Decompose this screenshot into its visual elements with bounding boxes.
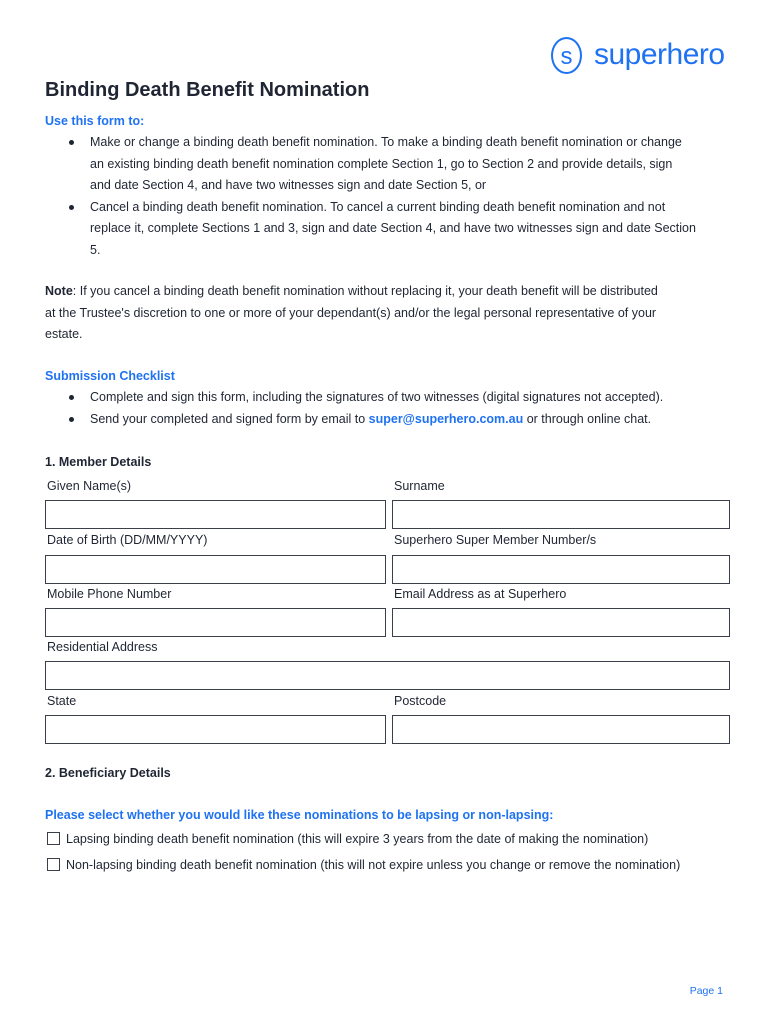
- superhero-logo: [551, 34, 725, 76]
- logo-wordmark: superhero: [594, 38, 725, 71]
- lapsing-label: Lapsing binding death benefit nomination (this will expire 3 years from the date of making the nomination): [66, 832, 649, 846]
- mobile-field[interactable]: [45, 608, 386, 637]
- list-line: and date Section 4, and have two witnesses sign and date Section 5, or: [90, 178, 487, 192]
- non-lapsing-label: Non-lapsing binding death benefit nomination (this will not expire unless you change or remove the nomination): [66, 858, 681, 872]
- surname-label: Surname: [394, 479, 445, 493]
- dob-label: Date of Birth (DD/MM/YYYY): [47, 533, 208, 547]
- list-line: Cancel a binding death benefit nomination. To cancel a current binding death benefit nomination and not: [90, 199, 666, 214]
- non-lapsing-checkbox[interactable]: [47, 858, 60, 871]
- member-number-label: Superhero Super Member Number/s: [394, 533, 597, 547]
- state-label: State: [47, 694, 77, 708]
- use-form-item-change: [45, 132, 745, 197]
- list-line: an existing binding death benefit nomination complete Section 1, go to Section 2 and provide details, sign: [90, 156, 673, 171]
- page-number: Page 1: [689, 985, 723, 997]
- checklist-heading: Submission Checklist: [45, 369, 175, 383]
- address-label: Residential Address: [47, 640, 158, 654]
- member-details-heading: 1. Member Details: [45, 455, 152, 469]
- note-line: estate.: [45, 327, 83, 341]
- email-link[interactable]: super@superhero.com.au: [368, 411, 524, 426]
- lapsing-checkbox[interactable]: [47, 832, 60, 845]
- note-label: Note: [45, 284, 73, 298]
- state-field[interactable]: [45, 715, 386, 744]
- given-names-label: Given Name(s): [47, 479, 132, 493]
- beneficiary-details-heading: 2. Beneficiary Details: [45, 766, 171, 780]
- member-number-field[interactable]: [392, 555, 730, 584]
- page-title: Binding Death Benefit Nomination: [45, 79, 370, 101]
- list-line: replace it, complete Sections 1 and 3, sign and date Section 4, and have two witnesses sign and date Section: [90, 221, 696, 235]
- checklist-text: or through online chat.: [523, 411, 652, 426]
- email-field[interactable]: [392, 608, 730, 637]
- note-line: at the Trustee's discretion to one or more of your dependant(s) and/or the legal personal representative of your: [45, 305, 657, 320]
- postcode-label: Postcode: [394, 694, 447, 708]
- use-form-list: [45, 132, 745, 261]
- non-lapsing-option[interactable]: [47, 858, 680, 872]
- address-field[interactable]: [45, 661, 730, 690]
- mobile-label: Mobile Phone Number: [47, 587, 172, 601]
- given-names-field[interactable]: [45, 500, 386, 529]
- dob-field[interactable]: [45, 555, 386, 584]
- use-form-item-cancel: [45, 197, 745, 262]
- lapsing-option[interactable]: [47, 832, 648, 846]
- use-form-heading: Use this form to:: [45, 114, 145, 128]
- checklist-list: [45, 387, 745, 430]
- surname-field[interactable]: [392, 500, 730, 529]
- checklist-item-send: [45, 409, 745, 431]
- note-paragraph: [45, 281, 745, 346]
- nomination-type-prompt: Please select whether you would like these nominations to be lapsing or non-lapsing:: [45, 808, 554, 822]
- logo-s-icon: s: [551, 37, 582, 74]
- postcode-field[interactable]: [392, 715, 730, 744]
- note-line: : If you cancel a binding death benefit nomination without replacing it, your death benefit will be distributed: [72, 284, 658, 298]
- email-label: Email Address as at Superhero: [394, 587, 567, 601]
- list-line: 5.: [90, 242, 101, 257]
- checklist-item-sign: Complete and sign this form, including the signatures of two witnesses (digital signatures not accepted).: [45, 387, 745, 409]
- list-line: Make or change a binding death benefit nomination. To make a binding death benefit nomination or change: [90, 135, 682, 149]
- checklist-text: Send your completed and signed form by email to: [90, 411, 369, 426]
